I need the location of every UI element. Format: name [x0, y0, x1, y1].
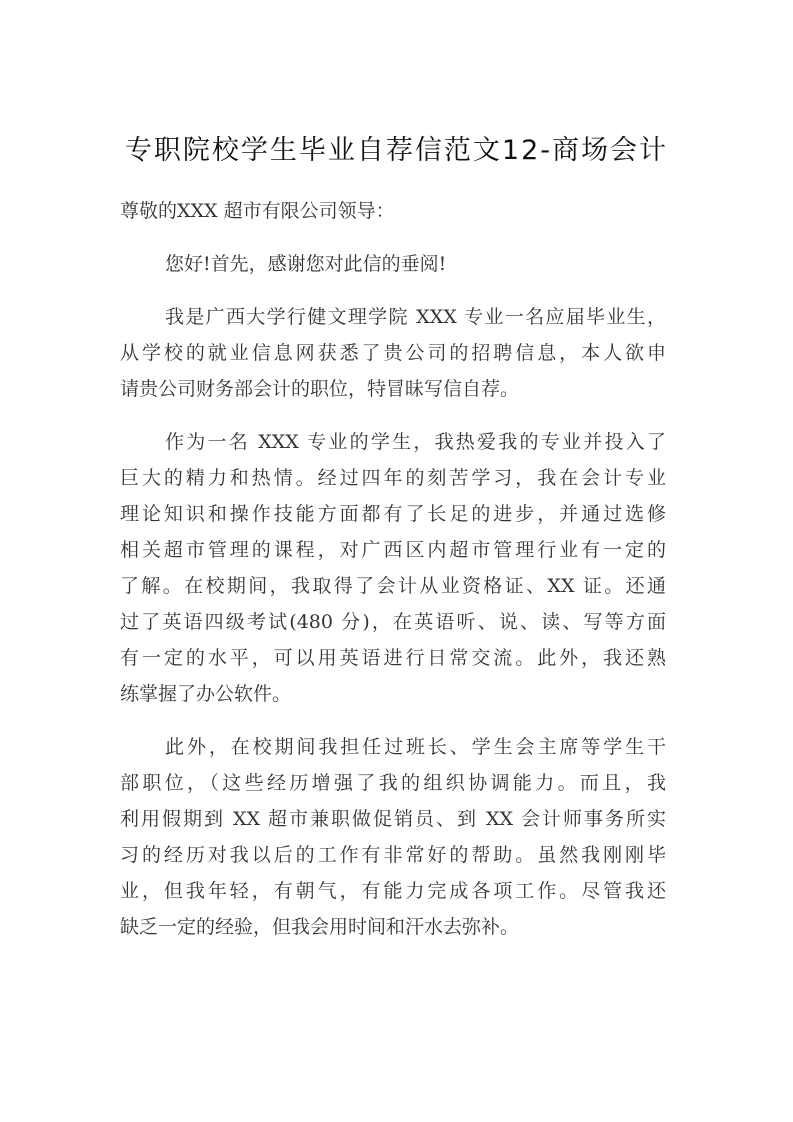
paragraph-line: 习的经历对我以后的工作有非常好的帮助。虽然我刚刚毕: [120, 844, 666, 866]
paragraph-line: 有一定的水平，可以用英语进行日常交流。此外，我还熟: [120, 647, 666, 669]
salutation: 尊敬的XXX 超市有限公司领导：: [120, 200, 395, 222]
paragraph-line: 部职位，（这些经历增强了我的组织协调能力。而且，我: [120, 772, 666, 794]
paragraph-line: 作为一名 XXX 专业的学生，我热爱我的专业并投入了: [165, 431, 666, 453]
paragraph-line: 了解。在校期间，我取得了会计从业资格证、XX 证。还通: [120, 575, 666, 597]
paragraph-line: 过了英语四级考试(480 分)，在英语听、说、读、写等方面: [120, 611, 666, 633]
paragraph-line: 业，但我年轻，有朝气，有能力完成各项工作。尽管我还: [120, 880, 666, 902]
paragraph-line: 缺乏一定的经验，但我会用时间和汗水去弥补。: [120, 916, 520, 938]
paragraph-line: 练掌握了办公软件。: [120, 683, 292, 705]
paragraph-line: 此外，在校期间我担任过班长、学生会主席等学生干: [165, 736, 666, 758]
paragraph-line: 请贵公司财务部会计的职位，特冒昧写信自荐。: [120, 378, 520, 400]
paragraph-line: 您好!首先，感谢您对此信的垂阅!: [165, 253, 447, 275]
paragraph-line: 相关超市管理的课程，对广西区内超市管理行业有一定的: [120, 539, 666, 561]
paragraph-line: 巨大的精力和热情。经过四年的刻苦学习，我在会计专业: [120, 467, 666, 489]
paragraph-line: 从学校的就业信息网获悉了贵公司的招聘信息，本人欲申: [120, 342, 666, 364]
paragraph-line: 利用假期到 XX 超市兼职做促销员、到 XX 会计师事务所实: [120, 808, 666, 830]
paragraph-line: 我是广西大学行健文理学院 XXX 专业一名应届毕业生，: [165, 306, 666, 328]
document-title: 专职院校学生毕业自荐信范文12-商场会计: [124, 135, 669, 166]
paragraph-line: 理论知识和操作技能方面都有了长足的进步，并通过选修: [120, 503, 666, 525]
